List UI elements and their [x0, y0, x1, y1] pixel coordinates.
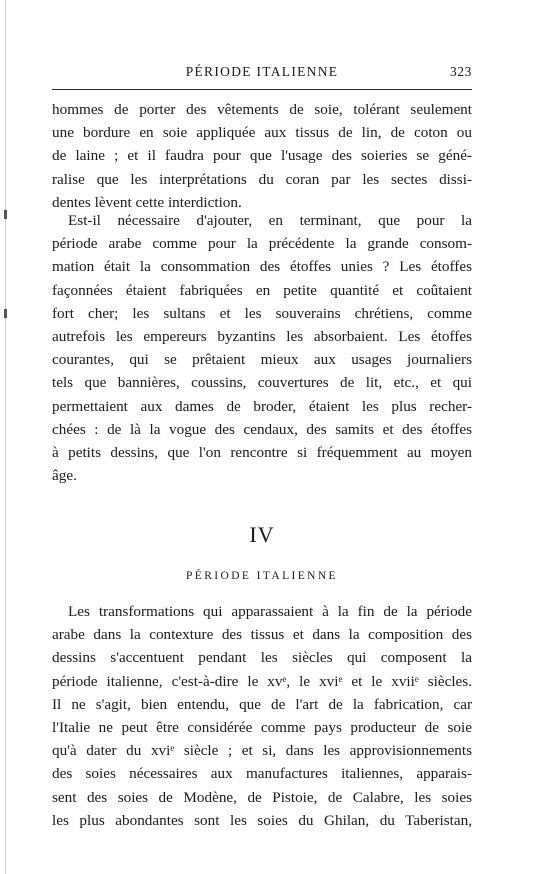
text-line: permettaient aux dames de broder, étaient les plus recher- — [52, 397, 472, 415]
text-line: fort cher; les sultans et les souverains chrétiens, comme — [52, 304, 472, 322]
text-line: à petits dessins, que l'on rencontre si fréquemment au moyen — [52, 443, 472, 461]
text-line: chées : de là la vogue des cendaux, des samits et des étoffes — [52, 420, 472, 438]
text-line: une bordure en soie appliquée aux tissus de lin, de coton ou — [52, 124, 472, 142]
text-line: période italienne, c'est-à-dire le xvᵉ, le xviᵉ et le xviiᵉ siècles. — [52, 672, 472, 690]
text-line: mation était la consommation des étoffes unies ? Les étoffes — [52, 258, 472, 276]
text-line: arabe dans la contexture des tissus et dans la composition des — [52, 626, 472, 644]
scan-margin-rule — [5, 0, 6, 874]
paragraph-arab-period — [52, 209, 472, 487]
text-line: qu'à dater du xviᵉ siècle ; et si, dans les approvisionnements — [52, 742, 472, 760]
text-line: âge. — [52, 467, 77, 485]
text-line: dessins s'accentuent pendant les siècles qui composent la — [52, 649, 472, 667]
text-line: Les transformations qui apparassaient à la fin de la période — [68, 603, 472, 620]
text-line: façonnées étaient fabriquées en petite quantité et coûtaient — [52, 281, 472, 299]
section-numeral: IV — [249, 522, 275, 547]
text-line: de laine ; et il faudra pour que l'usage des soieries se géné- — [52, 147, 472, 165]
page-number: 323 — [449, 64, 472, 79]
text-line: autrefois les empereurs byzantins les absorbaient. Les étoffes — [52, 327, 472, 345]
paragraph-italian-period — [52, 600, 472, 832]
text-line: courantes, qui se prêtaient mieux aux usages journaliers — [52, 351, 472, 369]
running-head — [52, 62, 472, 82]
text-line: dentes lèvent cette interdiction. — [52, 193, 242, 211]
scan-margin-mark — [4, 309, 7, 318]
text-line: période arabe comme pour la précédente la grande consom- — [52, 235, 472, 253]
text-line: ralise que les interprétations du coran par les sectes dissi- — [52, 170, 472, 188]
text-line: Il ne s'agit, bien entendu, que de l'art de la fabrication, car — [52, 695, 472, 713]
section-title: PÉRIODE ITALIENNE — [186, 570, 338, 582]
text-line: hommes de porter des vêtements de soie, tolérant seulement — [52, 101, 472, 118]
text-line: l'Italie ne peut être considérée comme pays producteur de soie — [52, 718, 472, 736]
text-line: des soies nécessaires aux manufactures italiennes, apparais- — [52, 765, 472, 783]
text-line: sent des soies de Modène, de Pistoie, de Calabre, les soies — [52, 788, 472, 806]
header-rule — [52, 89, 472, 90]
paragraph-continuation — [52, 98, 472, 214]
running-title: PÉRIODE ITALIENNE — [185, 64, 339, 79]
text-line: les plus abondantes sont les soies du Ghilan, du Taberistan, — [52, 811, 472, 829]
scan-margin-mark — [4, 210, 7, 219]
text-line: tels que bannières, coussins, couvertures de lit, etc., et qui — [52, 374, 472, 392]
text-line: Est-il nécessaire d'ajouter, en terminant, que pour la — [68, 212, 472, 229]
